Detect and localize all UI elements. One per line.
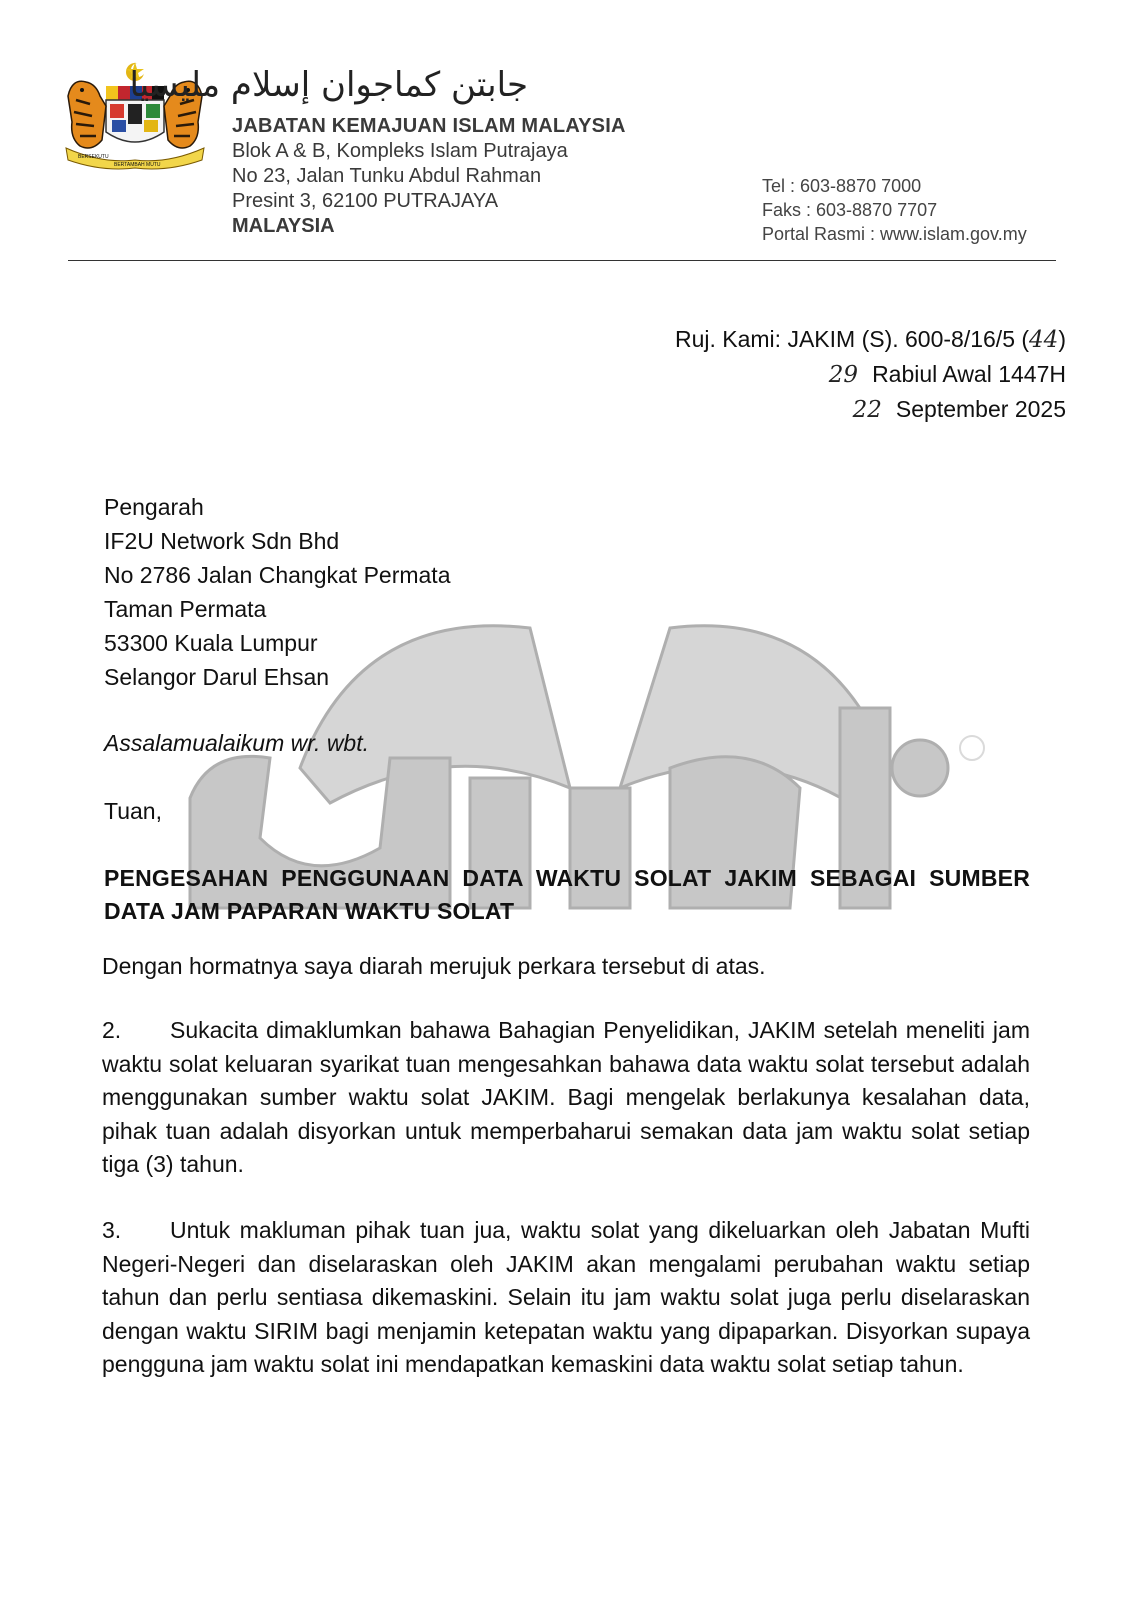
agency-address-block	[232, 114, 626, 239]
paragraph-3-text: Untuk makluman pihak tuan jua, waktu solat yang dikeluarkan oleh Jabatan Mufti Negeri-Negeri dan diselaraskan oleh JAKIM akan mengalami perubahan waktu setiap tahun dan perlu sentiasa dikemaskini. Selain itu jam waktu solat juga perlu diselaraskan dengan waktu SIRIM bagi menjamin ketepatan waktu yang dipaparkan. Disyorkan supaya pengguna jam waktu solat ini mendapatkan kemaskini data waktu solat setiap tahun.	[102, 1217, 1030, 1377]
salutation: Tuan,	[104, 798, 162, 824]
reference-number-suffix: )	[1058, 326, 1066, 352]
paragraph-2-text: Sukacita dimaklumkan bahawa Bahagian Penyelidikan, JAKIM setelah meneliti jam waktu solat keluaran syarikat tuan mengesahkan bahawa data waktu solat tersebut adalah menggunakan sumber waktu solat JAKIM. Bagi mengelak berlakunya kesalahan data, pihak tuan adalah disyorkan untuk memperbaharui semakan data jam waktu solat setiap tiga (3) tahun.	[102, 1017, 1030, 1177]
recipient-line-2: IF2U Network Sdn Bhd	[104, 528, 340, 554]
agency-name: JABATAN KEMAJUAN ISLAM MALAYSIA	[232, 115, 626, 137]
intro-paragraph: Dengan hormatnya saya diarah merujuk perkara tersebut di atas.	[102, 953, 766, 979]
contact-fax: Faks : 603-8870 7707	[762, 200, 938, 220]
recipient-line-1: Pengarah	[104, 494, 204, 520]
reference-block	[675, 322, 1066, 427]
recipient-line-3: No 2786 Jalan Changkat Permata	[104, 562, 451, 588]
recipient-line-5: 53300 Kuala Lumpur	[104, 630, 318, 656]
gregorian-date	[675, 392, 1066, 427]
address-line-3: Presint 3, 62100 PUTRAJAYA	[232, 190, 499, 212]
handwritten-ref-number: 44	[1029, 327, 1059, 353]
address-line-1: Blok A & B, Kompleks Islam Putrajaya	[232, 140, 568, 162]
address-line-2: No 23, Jalan Tunku Abdul Rahman	[232, 165, 542, 187]
hijri-date	[675, 357, 1066, 392]
contact-block	[762, 174, 1027, 246]
handwritten-hijri-day: 29	[828, 362, 859, 388]
hijri-month-year: Rabiul Awal 1447H	[872, 361, 1066, 387]
reference-number	[675, 322, 1066, 357]
handwritten-gregorian-day: 22	[852, 397, 882, 423]
paragraph-3	[102, 1214, 1030, 1382]
jawi-agency-name-text: جابتن كماجوان إسلام مليسيا	[129, 65, 528, 105]
gregorian-month-year: September 2025	[895, 396, 1066, 422]
letter-subject: PENGESAHAN PENGGUNAAN DATA WAKTU SOLAT JAKIM SEBAGAI SUMBER DATA JAM PAPARAN WAKTU SOLAT	[104, 865, 1030, 924]
contact-tel: Tel : 603-8870 7000	[762, 176, 922, 196]
header-divider	[68, 260, 1056, 261]
paragraph-2	[102, 1014, 1030, 1182]
crest-ribbon-motto-left: BERSEKUTU	[78, 154, 109, 160]
crest-ribbon-motto-center: BERTAMBAH MUTU	[114, 162, 161, 168]
recipient-address	[104, 490, 451, 694]
tiger-supporter-left-icon	[68, 81, 106, 148]
paragraph-3-number: 3.	[102, 1217, 122, 1243]
recipient-line-6: Selangor Darul Ehsan	[104, 664, 330, 690]
reference-number-prefix: Ruj. Kami: JAKIM (S). 600-8/16/5 (	[674, 326, 1030, 352]
jawi-agency-name	[129, 56, 532, 112]
crest-ribbon-icon	[66, 148, 204, 169]
greeting: Assalamualaikum wr. wbt.	[104, 730, 370, 756]
paragraph-2-number: 2.	[102, 1017, 122, 1043]
address-country: MALAYSIA	[232, 215, 335, 237]
contact-portal-link[interactable]: Portal Rasmi : www.islam.gov.my	[762, 224, 1027, 244]
recipient-line-4: Taman Permata	[104, 596, 267, 622]
